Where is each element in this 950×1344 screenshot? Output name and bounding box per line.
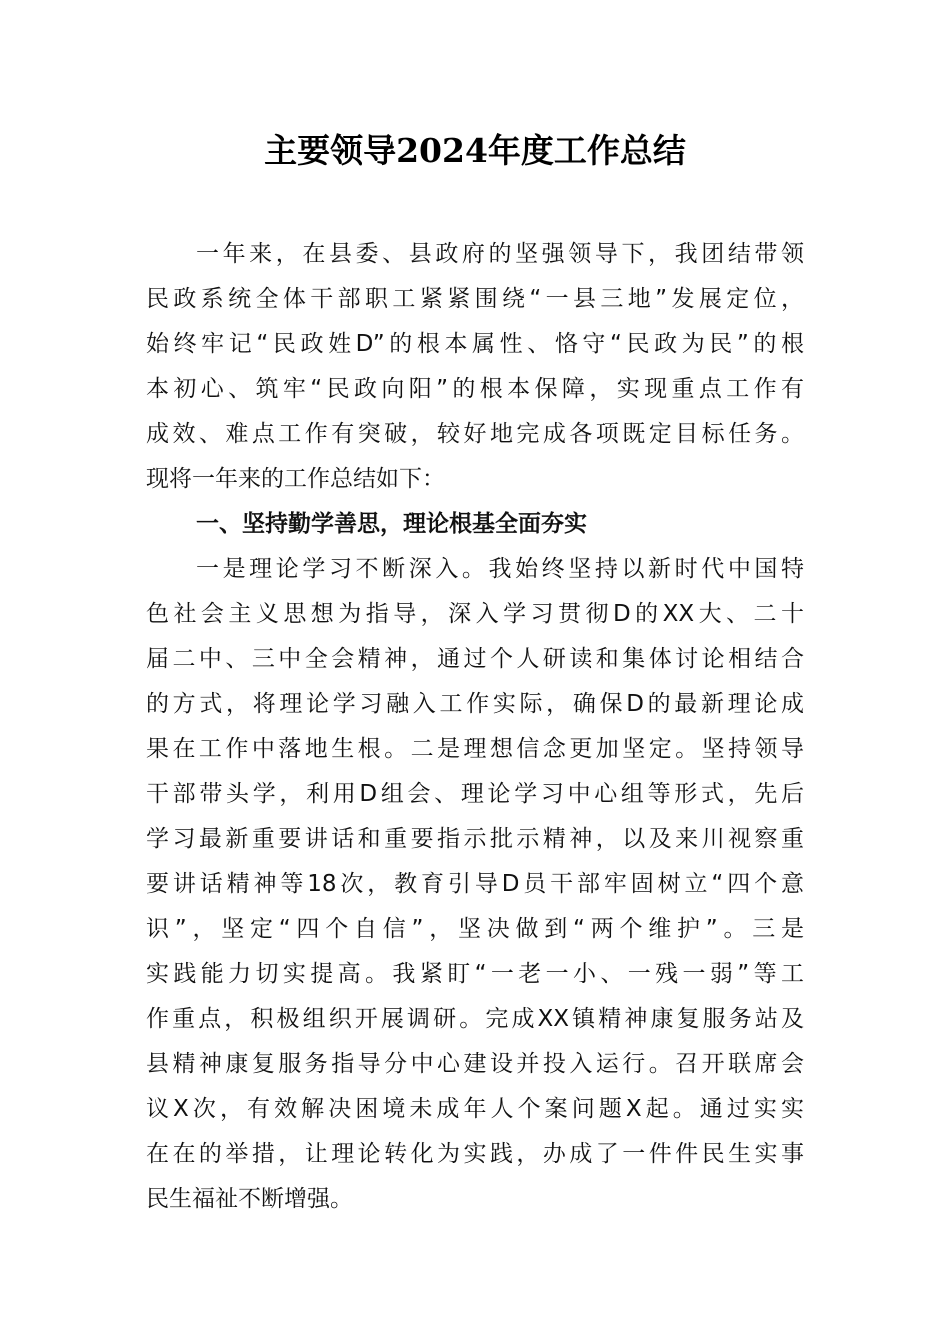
paragraph-line: 色社会主义思想为指导，深入学习贯彻D的XX大、二十	[146, 601, 804, 627]
paragraph-line: 现将一年来的工作总结如下：	[146, 466, 445, 492]
paragraph-line: 届二中、三中全会精神，通过个人研读和集体讨论相结合	[146, 646, 804, 672]
document-title: 主要领导2024年度工作总结	[264, 131, 686, 170]
paragraph-line: 始终牢记“民政姓D”的根本属性、恪守“民政为民”的根	[146, 331, 804, 357]
paragraph-line: 学习最新重要讲话和重要指示批示精神，以及来川视察重	[146, 826, 804, 852]
paragraph-line: 识”，坚定“四个自信”，坚决做到“两个维护”。三是	[146, 916, 804, 942]
paragraph-line: 成效、难点工作有突破，较好地完成各项既定目标任务。	[146, 421, 804, 447]
paragraph-line: 议X次，有效解决困境未成年人个案问题X起。通过实实	[146, 1096, 804, 1122]
intro-paragraph	[146, 232, 804, 502]
section-1	[146, 502, 804, 1222]
section-heading: 一、坚持勤学善思，理论根基全面夯实	[196, 511, 587, 537]
paragraph-line: 县精神康复服务指导分中心建设并投入运行。召开联席会	[146, 1051, 804, 1077]
paragraph-line: 实践能力切实提高。我紧盯“一老一小、一残一弱”等工	[146, 961, 804, 987]
paragraph-line: 果在工作中落地生根。二是理想信念更加坚定。坚持领导	[146, 736, 804, 762]
paragraph-line: 民生福祉不断增强。	[146, 1186, 353, 1212]
paragraph-line: 干部带头学，利用D组会、理论学习中心组等形式，先后	[146, 781, 804, 807]
paragraph-line: 的方式，将理论学习融入工作实际，确保D的最新理论成	[146, 691, 804, 717]
paragraph-line: 民政系统全体干部职工紧紧围绕“一县三地”发展定位，	[146, 286, 804, 312]
paragraph-line: 作重点，积极组织开展调研。完成XX镇精神康复服务站及	[146, 1006, 804, 1032]
paragraph-line: 本初心、筑牢“民政向阳”的根本保障，实现重点工作有	[146, 376, 804, 402]
paragraph-line: 一年来，在县委、县政府的坚强领导下，我团结带领	[196, 241, 804, 267]
paragraph-line: 在在的举措，让理论转化为实践，办成了一件件民生实事	[146, 1141, 804, 1167]
paragraph-line: 一是理论学习不断深入。我始终坚持以新时代中国特	[196, 556, 804, 582]
paragraph-line: 要讲话精神等18次，教育引导D员干部牢固树立“四个意	[146, 871, 804, 897]
